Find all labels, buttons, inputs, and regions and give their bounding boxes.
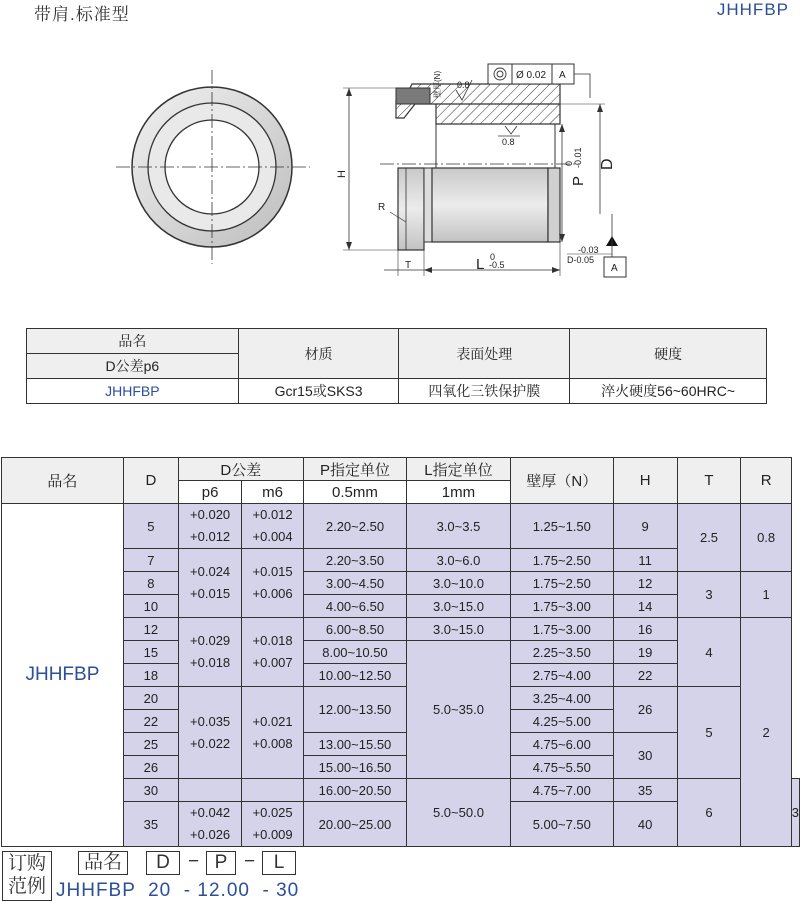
d-label: D bbox=[599, 158, 616, 170]
col-material: 材质 bbox=[238, 329, 399, 379]
th-t: T bbox=[677, 458, 741, 504]
svg-text:0: 0 bbox=[490, 252, 496, 262]
order-label-bottom: 范例 bbox=[7, 876, 46, 897]
svg-text:0.8: 0.8 bbox=[457, 80, 470, 90]
order-label-top: 订购 bbox=[7, 853, 46, 874]
svg-text:-0.01: -0.01 bbox=[573, 147, 583, 168]
datum-a: A bbox=[611, 263, 618, 274]
spec-surface: 四氧化三铁保护膜 bbox=[399, 379, 570, 404]
th-name: 品名 bbox=[2, 458, 124, 504]
col-name: 品名 bbox=[27, 329, 239, 354]
order-box-name: 品名 bbox=[78, 851, 128, 875]
order-example-value: JHHFBP 20 - 12.00 - 30 bbox=[56, 880, 300, 901]
spec-name: JHHFBP bbox=[27, 379, 239, 404]
h-label: H bbox=[336, 170, 348, 178]
order-box-p: P bbox=[206, 851, 236, 875]
spec-table bbox=[26, 328, 767, 404]
page-title: 带肩.标准型 bbox=[34, 5, 130, 24]
th-p6: p6 bbox=[178, 481, 241, 504]
th-dtol: D公差 bbox=[178, 458, 303, 481]
tol-value: Ø 0.02 bbox=[516, 70, 547, 81]
col-hardness: 硬度 bbox=[570, 329, 767, 379]
wall-label: 壁厚(N) bbox=[433, 70, 442, 98]
order-box-d: D bbox=[146, 851, 180, 875]
spec-material: Gcr15或SKS3 bbox=[238, 379, 399, 404]
r-label: R bbox=[378, 202, 386, 213]
svg-text:-0.5: -0.5 bbox=[489, 260, 505, 270]
p-label: P bbox=[570, 175, 587, 186]
svg-text:-0.03: -0.03 bbox=[578, 245, 599, 255]
th-h: H bbox=[613, 458, 677, 504]
th-l: L指定单位 bbox=[407, 458, 511, 481]
th-wall: 壁厚（N） bbox=[510, 458, 613, 504]
th-r: R bbox=[741, 458, 791, 504]
technical-drawing bbox=[0, 0, 801, 300]
svg-text:0.8: 0.8 bbox=[502, 137, 515, 147]
th-pstep: 0.5mm bbox=[303, 481, 406, 504]
th-p: P指定单位 bbox=[303, 458, 406, 481]
col-dtol: D公差p6 bbox=[27, 354, 239, 379]
product-code: JHHFBP bbox=[716, 0, 789, 19]
spec-hardness: 淬火硬度56~60HRC~ bbox=[570, 379, 767, 404]
l-label: L bbox=[476, 256, 485, 273]
front-view bbox=[116, 70, 310, 264]
th-lstep: 1mm bbox=[407, 481, 511, 504]
dimension-table: 品名 D D公差 P指定单位 L指定单位 壁厚（N） H T R p6 m6 0.5mm 1mm JHHFBP 5 +0.020 +0.012 +0.012 +0.004 2.20~2.50 3.0~3.5 1.25~1.50 9 2.5 0.8 7 +0.024 +0.015 +0.015 +0.006 2.20~3.50 3.0~6.0 1.75~2.50 11 8 3.00~4.50 3.0~10.0 1.75~2.50 12 3 1 10 4.00~6.50 3.0~15.0 1.75~3.00 14 12 +0.029 +0.018 +0.018 +0.007 6.00~8.50 3.0~15.0 1.75~3.00 16 4 2 15 8.00~10.50 5.0~35.0 2.25~3.50 19 18 10.00~12.50 2.75~4.00 22 20 +0.035 +0.022 +0.021 +0.008 12.00~13.50 3.25~4.00 26 5 22 4.25~5.00 25 13.00~15.50 4.75~6.00 30 26 15.00~16.50 4.75~5.50 30 16.00~20.50 5.0~50.0 4.75~7.00 35 6 3 35 +0.042 +0.026 +0.025 +0.009 20.00~25.00 5.00~7.50 40 bbox=[1, 457, 800, 847]
order-box-l: L bbox=[262, 851, 296, 875]
col-surface: 表面处理 bbox=[399, 329, 570, 379]
side-view bbox=[336, 64, 626, 277]
svg-text:0: 0 bbox=[564, 160, 574, 166]
th-m6: m6 bbox=[242, 481, 304, 504]
svg-text:D-0.05: D-0.05 bbox=[567, 255, 595, 265]
th-d: D bbox=[123, 458, 178, 504]
t-label: T bbox=[405, 260, 412, 271]
row-name: JHHFBP bbox=[2, 504, 124, 847]
svg-text:A: A bbox=[559, 70, 566, 81]
